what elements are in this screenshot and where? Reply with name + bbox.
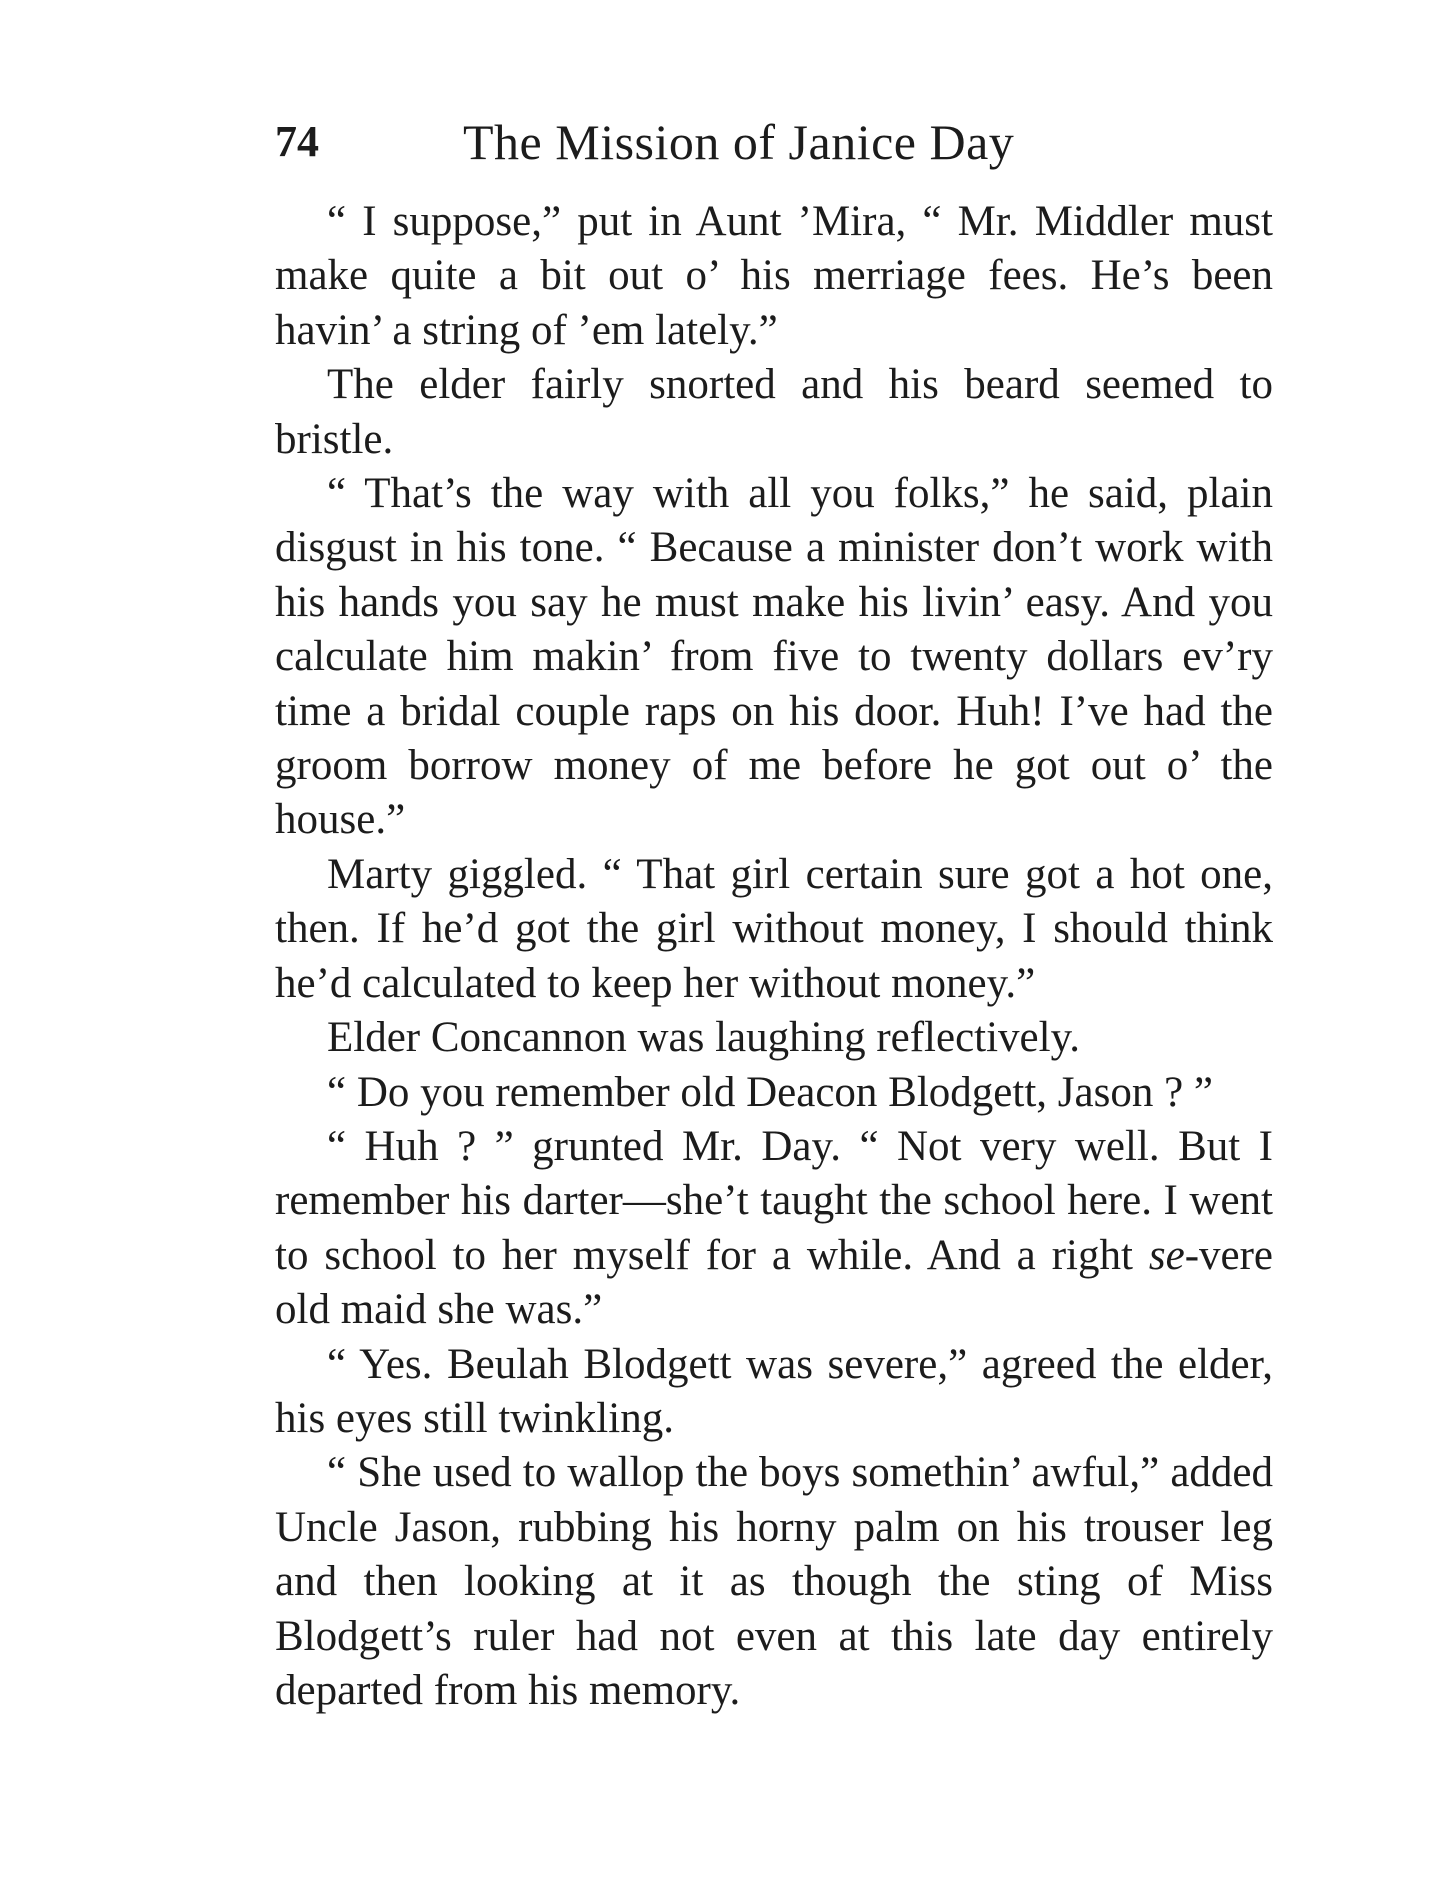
paragraph-elder-snorted: The elder fairly snorted and his beard seemed to bristle. [275,361,1273,463]
paragraph-beulah-severe: “ Yes. Beulah Blodgett was severe,” agreed the elder, his eyes still twinkling. [275,1340,1273,1442]
page-header [275,112,1085,172]
running-title: The Mission of Janice Day [463,114,1015,170]
paragraph-deacon-question: “ Do you remember old Deacon Blodgett, Jason ? ” [327,1068,1214,1116]
paragraph-mr-day-reply-text-after: -vere old maid she was.” [275,1231,1273,1334]
body-text [275,195,1273,1718]
page-number: 74 [275,117,319,166]
paragraph-mr-day-reply-text: “ Huh ? ” grunted Mr. Day. “ Not very well. But I remember his darter—she’t taught the school here. I went to school to her myself for a while. And a right [275,1122,1273,1279]
paragraph-elder-laughing: Elder Concannon was laughing reflectively. [327,1014,1081,1062]
paragraph-elder-speech: “ That’s the way with all you folks,” he said, plain disgust in his tone. “ Because a minister don’t work with his hands you say he must make his livin’ easy. And you calculate him makin’ from five to twenty dollars ev’ry time a bridal couple raps on his door. Huh! I’ve had the groom borrow money of me before he got out o’ the house.” [275,470,1273,844]
paragraph-aunt-mira: “ I suppose,” put in Aunt ’Mira, “ Mr. Middler must make quite a bit out o’ his merriage fees. He’s been havin’ a string of ’em lately.” [275,198,1273,354]
paragraph-marty-giggled: Marty giggled. “ That girl certain sure got a hot one, then. If he’d got the girl without money, I should think he’d calculated to keep her without money.” [275,850,1273,1007]
paragraph-uncle-jason: “ She used to wallop the boys somethin’ awful,” added Uncle Jason, rubbing his horny palm on his trouser leg and then looking at it as though the sting of Miss Blodgett’s ruler had not even at this late day entirely departed from his memory. [275,1449,1273,1714]
italic-se: se [1148,1231,1185,1279]
paragraph-mr-day-reply [275,1120,1273,1338]
